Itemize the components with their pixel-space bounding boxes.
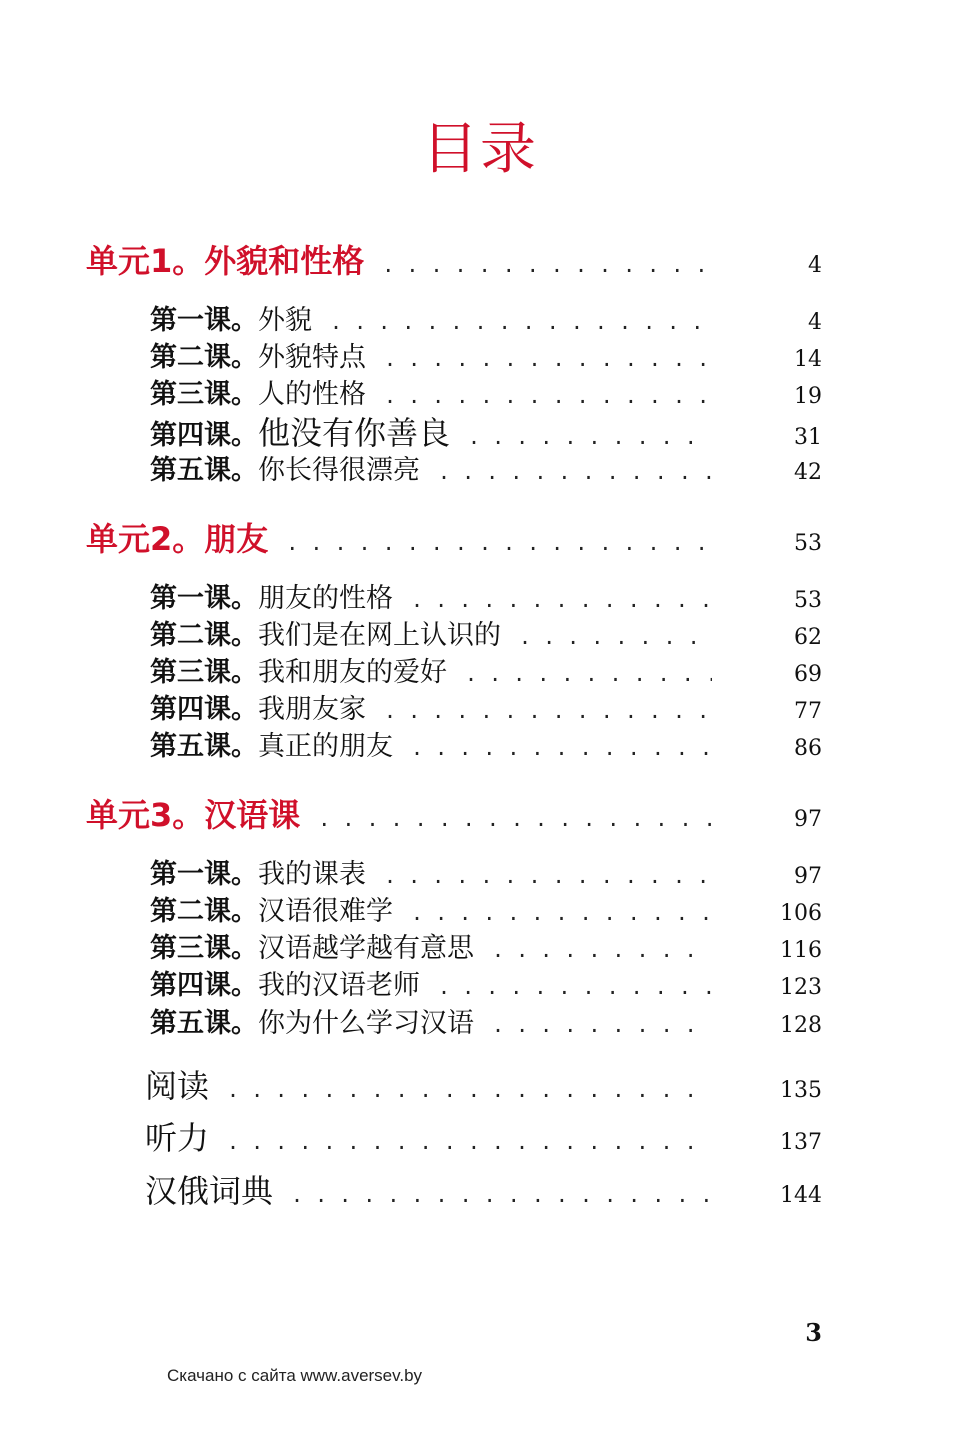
dot-leader <box>411 736 712 760</box>
toc-lesson[interactable] <box>150 613 822 652</box>
toc-lesson[interactable] <box>150 926 822 965</box>
lesson-title: 你长得很漂亮 <box>258 455 420 486</box>
toc-unit-3[interactable] <box>86 790 822 836</box>
lesson-title: 你为什么学习汉语 <box>258 1008 474 1039</box>
page-number: 123 <box>780 975 822 1000</box>
page-number: 53 <box>794 531 822 556</box>
dot-leader <box>384 864 712 888</box>
toc-unit-1[interactable] <box>86 236 822 282</box>
page-number: 97 <box>794 864 822 889</box>
lesson-title: 外貌 <box>258 305 312 336</box>
lesson-label: 第一课。 <box>150 859 258 890</box>
dot-leader <box>411 588 712 612</box>
lesson-label: 第三课。 <box>150 933 258 964</box>
unit-title: 单元1。外貌和性格 <box>86 242 365 280</box>
page-number: 144 <box>780 1183 822 1208</box>
toc-unit-2[interactable] <box>86 514 822 560</box>
dot-leader <box>227 1078 712 1102</box>
lesson-title: 汉语很难学 <box>258 896 393 927</box>
lesson-title: 我们是在网上认识的 <box>258 620 501 651</box>
page-number: 137 <box>780 1130 822 1155</box>
toc-lesson[interactable] <box>150 372 822 411</box>
page-number: 31 <box>794 425 822 450</box>
page-number: 77 <box>794 699 822 724</box>
dot-leader <box>382 253 712 277</box>
footer-source-note: Скачано с сайта www.aversev.by <box>167 1366 423 1385</box>
lesson-title: 人的性格 <box>258 379 366 410</box>
page-number: 19 <box>794 384 822 409</box>
lesson-label: 第三课。 <box>150 379 258 410</box>
dot-leader <box>465 662 712 686</box>
dot-leader <box>438 975 712 999</box>
dot-leader <box>384 347 712 371</box>
lesson-label: 第五课。 <box>150 731 258 762</box>
page-number: 69 <box>794 662 822 687</box>
lesson-label: 第五课。 <box>150 1008 258 1039</box>
page-number: 62 <box>794 625 822 650</box>
lesson-label: 第四课。 <box>150 694 258 725</box>
lesson-label: 第二课。 <box>150 620 258 651</box>
page-number: 86 <box>794 736 822 761</box>
dot-leader <box>318 807 712 831</box>
page-number: 116 <box>780 938 822 963</box>
dot-leader <box>411 901 712 925</box>
unit-title: 单元2。朋友 <box>86 520 269 558</box>
toc-lesson[interactable] <box>150 724 822 763</box>
lesson-label: 第三课。 <box>150 657 258 688</box>
extra-title: 听力 <box>145 1119 210 1157</box>
page-number: 128 <box>780 1013 822 1038</box>
page-number: 4 <box>808 253 822 278</box>
dot-leader <box>519 625 712 649</box>
lesson-label: 第一课。 <box>150 305 258 336</box>
lesson-title: 他没有你善良 <box>258 414 451 452</box>
lesson-title: 朋友的性格 <box>258 583 393 614</box>
toc-lesson[interactable] <box>150 963 822 1002</box>
page-number: 106 <box>780 901 822 926</box>
lesson-title: 外貌特点 <box>258 342 366 373</box>
dot-leader <box>492 1013 712 1037</box>
page-number: 135 <box>780 1078 822 1103</box>
lesson-title: 汉语越学越有意思 <box>258 933 474 964</box>
toc-lesson[interactable] <box>150 576 822 615</box>
dot-leader <box>384 384 712 408</box>
footer-page-number: 3 <box>805 1318 822 1347</box>
extra-title: 汉俄词典 <box>145 1172 274 1210</box>
lesson-title: 我朋友家 <box>258 694 366 725</box>
dot-leader <box>468 425 712 449</box>
toc-lesson[interactable] <box>150 335 822 374</box>
toc-extra-listening[interactable] <box>145 1113 822 1159</box>
lesson-title: 真正的朋友 <box>258 731 393 762</box>
lesson-title: 我的课表 <box>258 859 366 890</box>
toc-extra-reading[interactable] <box>145 1061 822 1107</box>
toc-lesson[interactable] <box>150 448 822 487</box>
lesson-label: 第二课。 <box>150 342 258 373</box>
toc-extra-dictionary[interactable] <box>145 1166 822 1212</box>
lesson-label: 第四课。 <box>150 420 258 451</box>
lesson-label: 第二课。 <box>150 896 258 927</box>
toc-lesson[interactable] <box>150 298 822 337</box>
dot-leader <box>227 1130 712 1154</box>
dot-leader <box>492 938 712 962</box>
dot-leader <box>384 699 712 723</box>
toc-lesson[interactable] <box>150 650 822 689</box>
toc-lesson[interactable] <box>150 687 822 726</box>
lesson-label: 第五课。 <box>150 455 258 486</box>
dot-leader <box>286 531 712 555</box>
page-number: 4 <box>808 310 822 335</box>
lesson-title: 我的汉语老师 <box>258 970 420 1001</box>
dot-leader <box>330 310 712 334</box>
page-number: 53 <box>794 588 822 613</box>
unit-title: 单元3。汉语课 <box>86 796 301 834</box>
lesson-label: 第四课。 <box>150 970 258 1001</box>
lesson-label: 第一课。 <box>150 583 258 614</box>
dot-leader <box>438 460 712 484</box>
page-number: 14 <box>794 347 822 372</box>
page-title: 目录 <box>422 117 538 182</box>
toc-lesson[interactable] <box>150 1001 822 1040</box>
extra-title: 阅读 <box>145 1067 210 1105</box>
toc-lesson[interactable] <box>150 852 822 891</box>
page-number: 42 <box>794 460 822 485</box>
toc-lesson[interactable] <box>150 889 822 928</box>
dot-leader <box>291 1183 712 1207</box>
lesson-title: 我和朋友的爱好 <box>258 657 447 688</box>
page-number: 97 <box>794 807 822 832</box>
